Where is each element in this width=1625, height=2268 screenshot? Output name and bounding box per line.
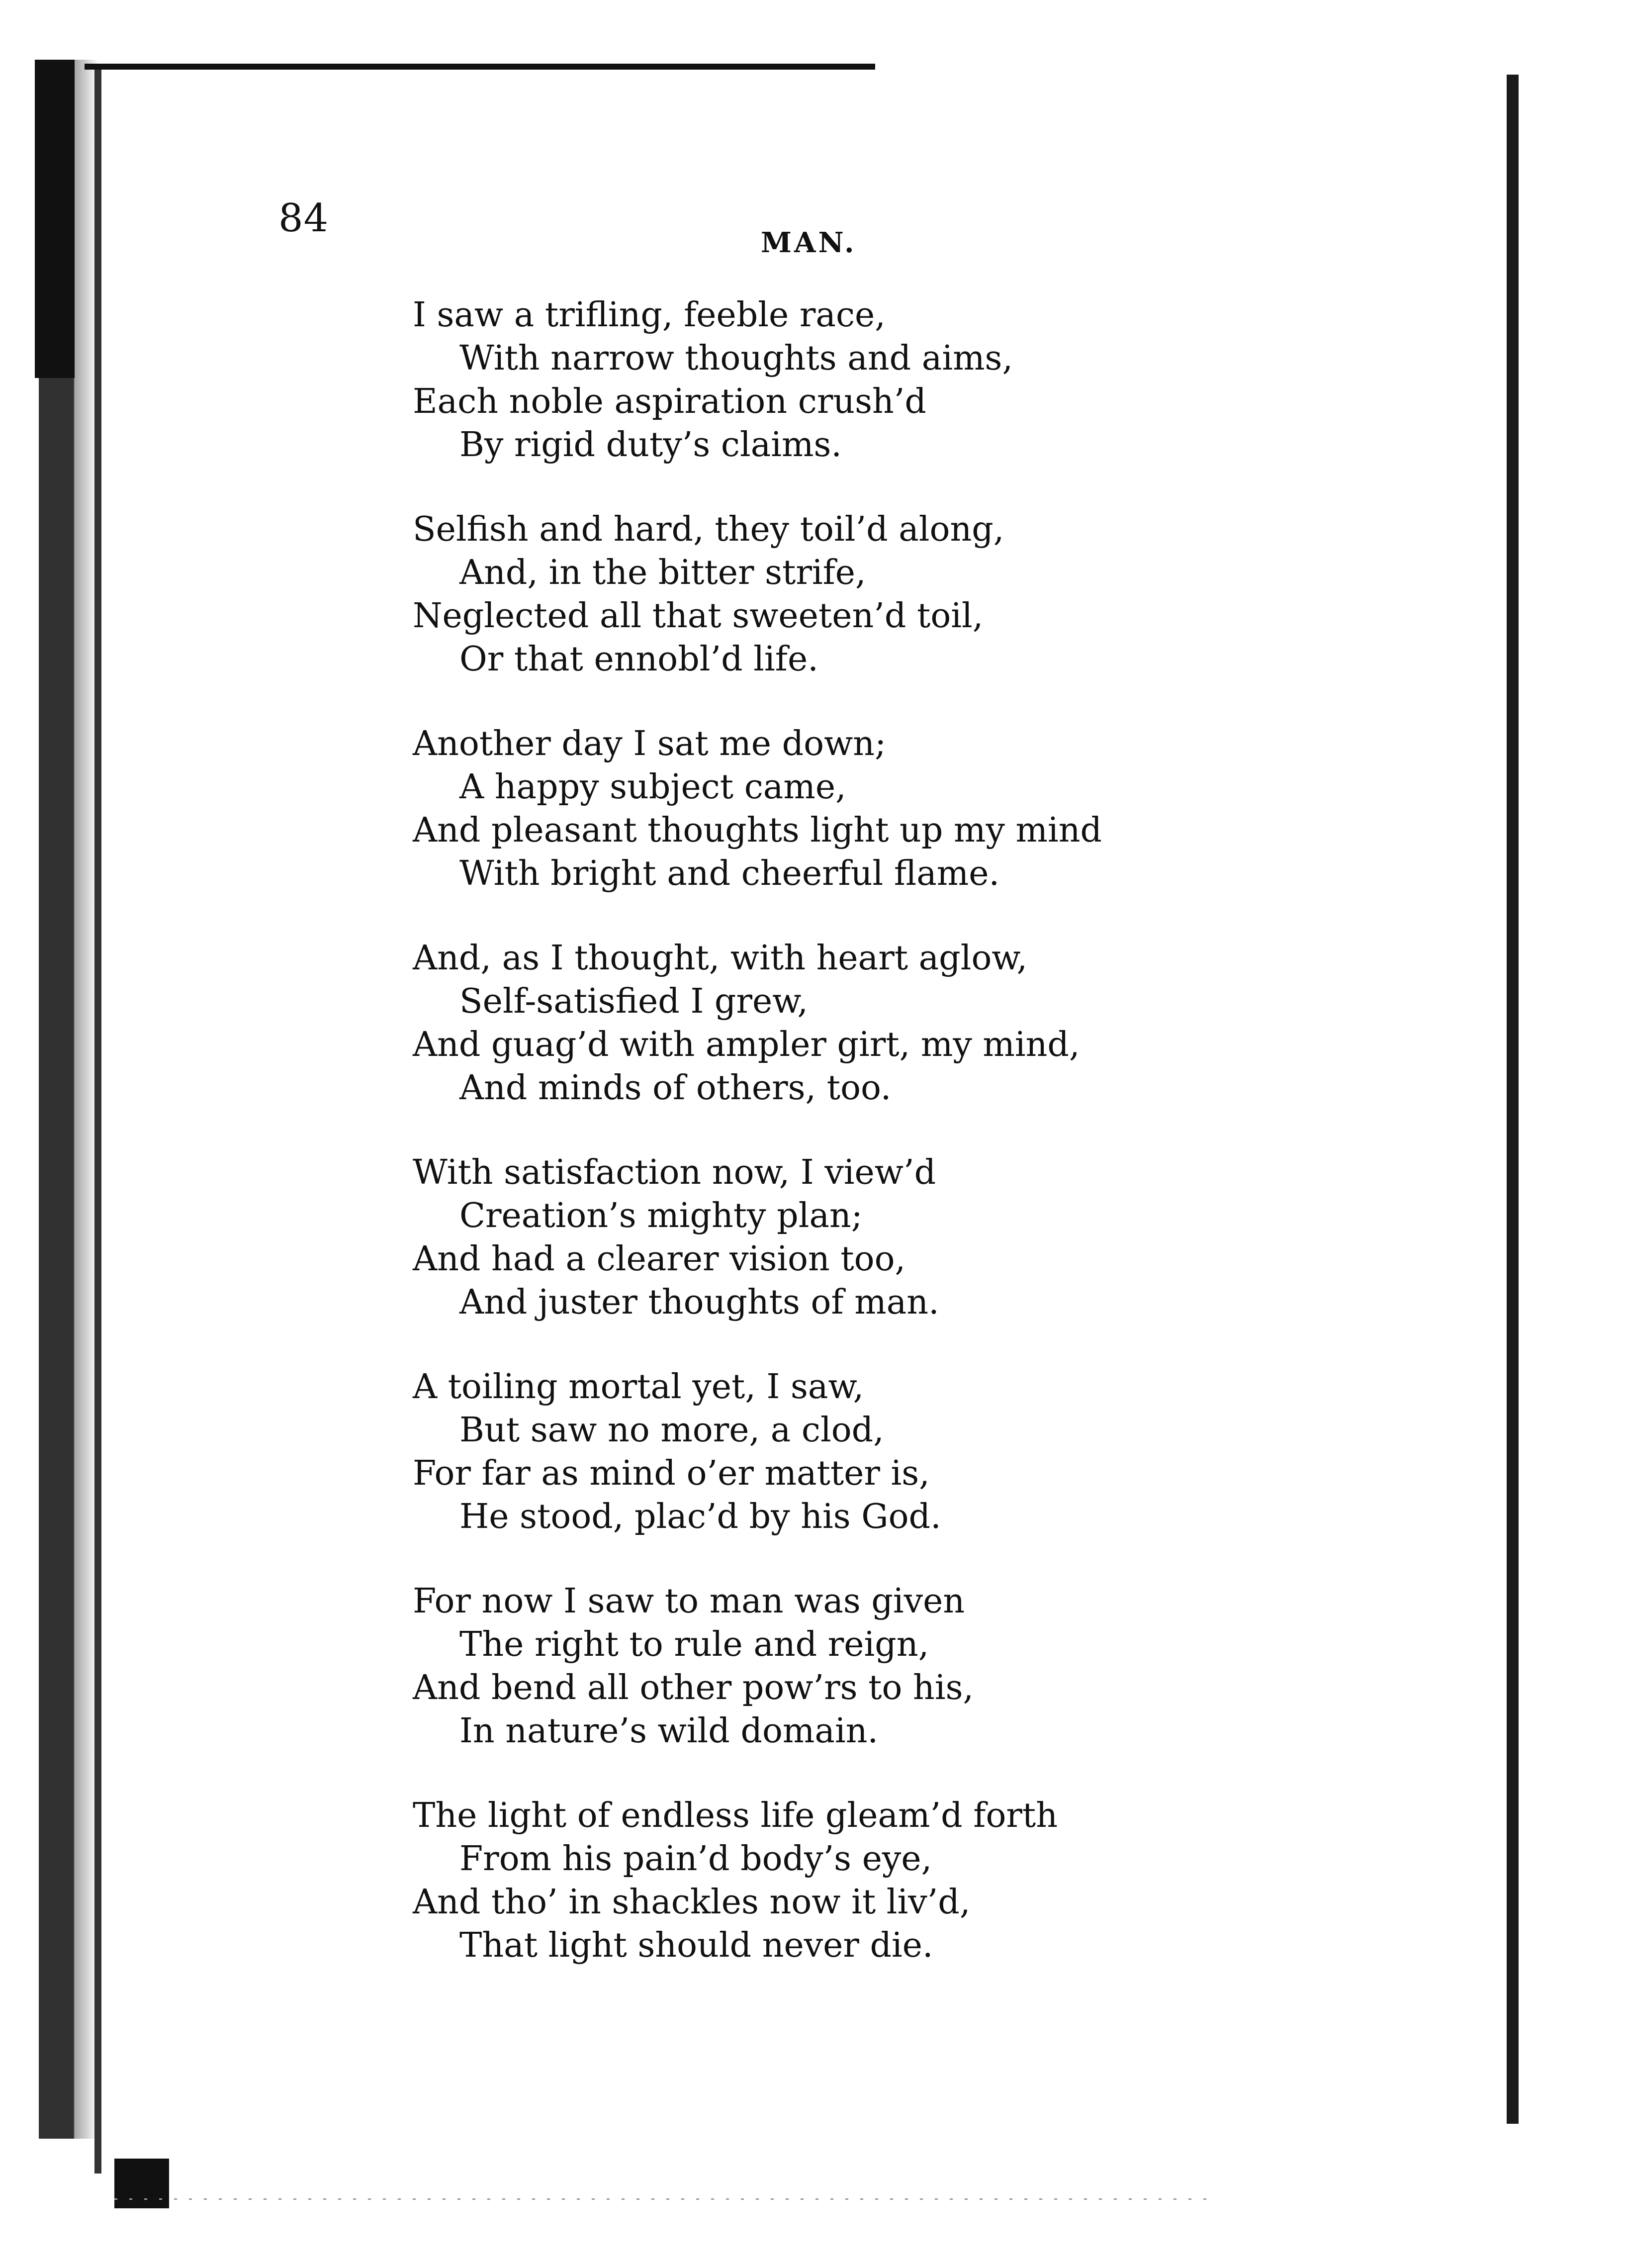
poem-line: By rigid duty’s claims. [459, 425, 842, 465]
page-bottom-edge [114, 2198, 1208, 2200]
poem-line: I saw a trifling, feeble race, [413, 295, 886, 335]
poem-line: Each noble aspiration crush’d [413, 382, 926, 421]
stanza [413, 722, 1258, 895]
poem-line: With bright and cheerful flame. [459, 854, 1000, 893]
stanza [413, 1580, 1258, 1753]
page-left-edge [94, 70, 101, 2174]
poem-line: That light should never die. [459, 1926, 933, 1965]
poem-line: And had a clearer vision too, [413, 1239, 906, 1279]
poem-line: The right to rule and reign, [459, 1625, 929, 1664]
poem-line: Selfish and hard, they toil’d along, [413, 510, 1004, 549]
page-number: 84 [278, 196, 329, 241]
poem-line: Self-satisfied I grew, [459, 982, 808, 1021]
poem-line: A happy subject came, [459, 767, 846, 807]
poem-line: In nature’s wild domain. [459, 1711, 879, 1751]
poem-line: Or that ennobl’d life. [459, 640, 818, 679]
poem-line: With satisfaction now, I view’d [413, 1153, 936, 1192]
poem-line: And guag’d with ampler girt, my mind, [413, 1025, 1080, 1064]
poem-line: And juster thoughts of man. [459, 1283, 939, 1322]
poem-line: From his pain’d body’s eye, [459, 1839, 932, 1879]
poem-line: And, as I thought, with heart aglow, [413, 939, 1028, 978]
poem-line: Another day I sat me down; [413, 724, 886, 763]
stanza [413, 1794, 1258, 1967]
poem-line: And bend all other pow’rs to his, [413, 1668, 974, 1707]
poem-line: But saw no more, a clod, [459, 1411, 884, 1450]
poem-line: For now I saw to man was given [413, 1582, 965, 1621]
poem-line: For far as mind o’er matter is, [413, 1454, 930, 1493]
running-title: MAN. [761, 226, 857, 259]
poem-line: And tho’ in shackles now it liv’d, [413, 1883, 971, 1922]
poem-line: Neglected all that sweeten’d toil, [413, 596, 984, 636]
page-binding-dark-edge [35, 60, 75, 378]
poem-line: Creation’s mighty plan; [459, 1196, 863, 1235]
poem [413, 293, 1258, 2008]
poem-line: And minds of others, too. [459, 1068, 892, 1108]
poem-line: With narrow thoughts and aims, [459, 339, 1013, 378]
poem-line: And, in the bitter strife, [459, 553, 866, 592]
stanza [413, 1151, 1258, 1324]
page-right-edge [1507, 75, 1519, 2124]
poem-line: He stood, plac’d by his God. [459, 1497, 941, 1536]
page-top-rule [85, 64, 875, 70]
poem-line: The light of endless life gleam’d forth [413, 1796, 1058, 1835]
page-binding-foot [114, 2159, 169, 2208]
stanza [413, 293, 1258, 467]
poem-line: A toiling mortal yet, I saw, [413, 1367, 864, 1407]
stanza [413, 937, 1258, 1110]
poem-line: And pleasant thoughts light up my mind [413, 811, 1102, 850]
stanza [413, 1365, 1258, 1538]
stanza [413, 508, 1258, 681]
